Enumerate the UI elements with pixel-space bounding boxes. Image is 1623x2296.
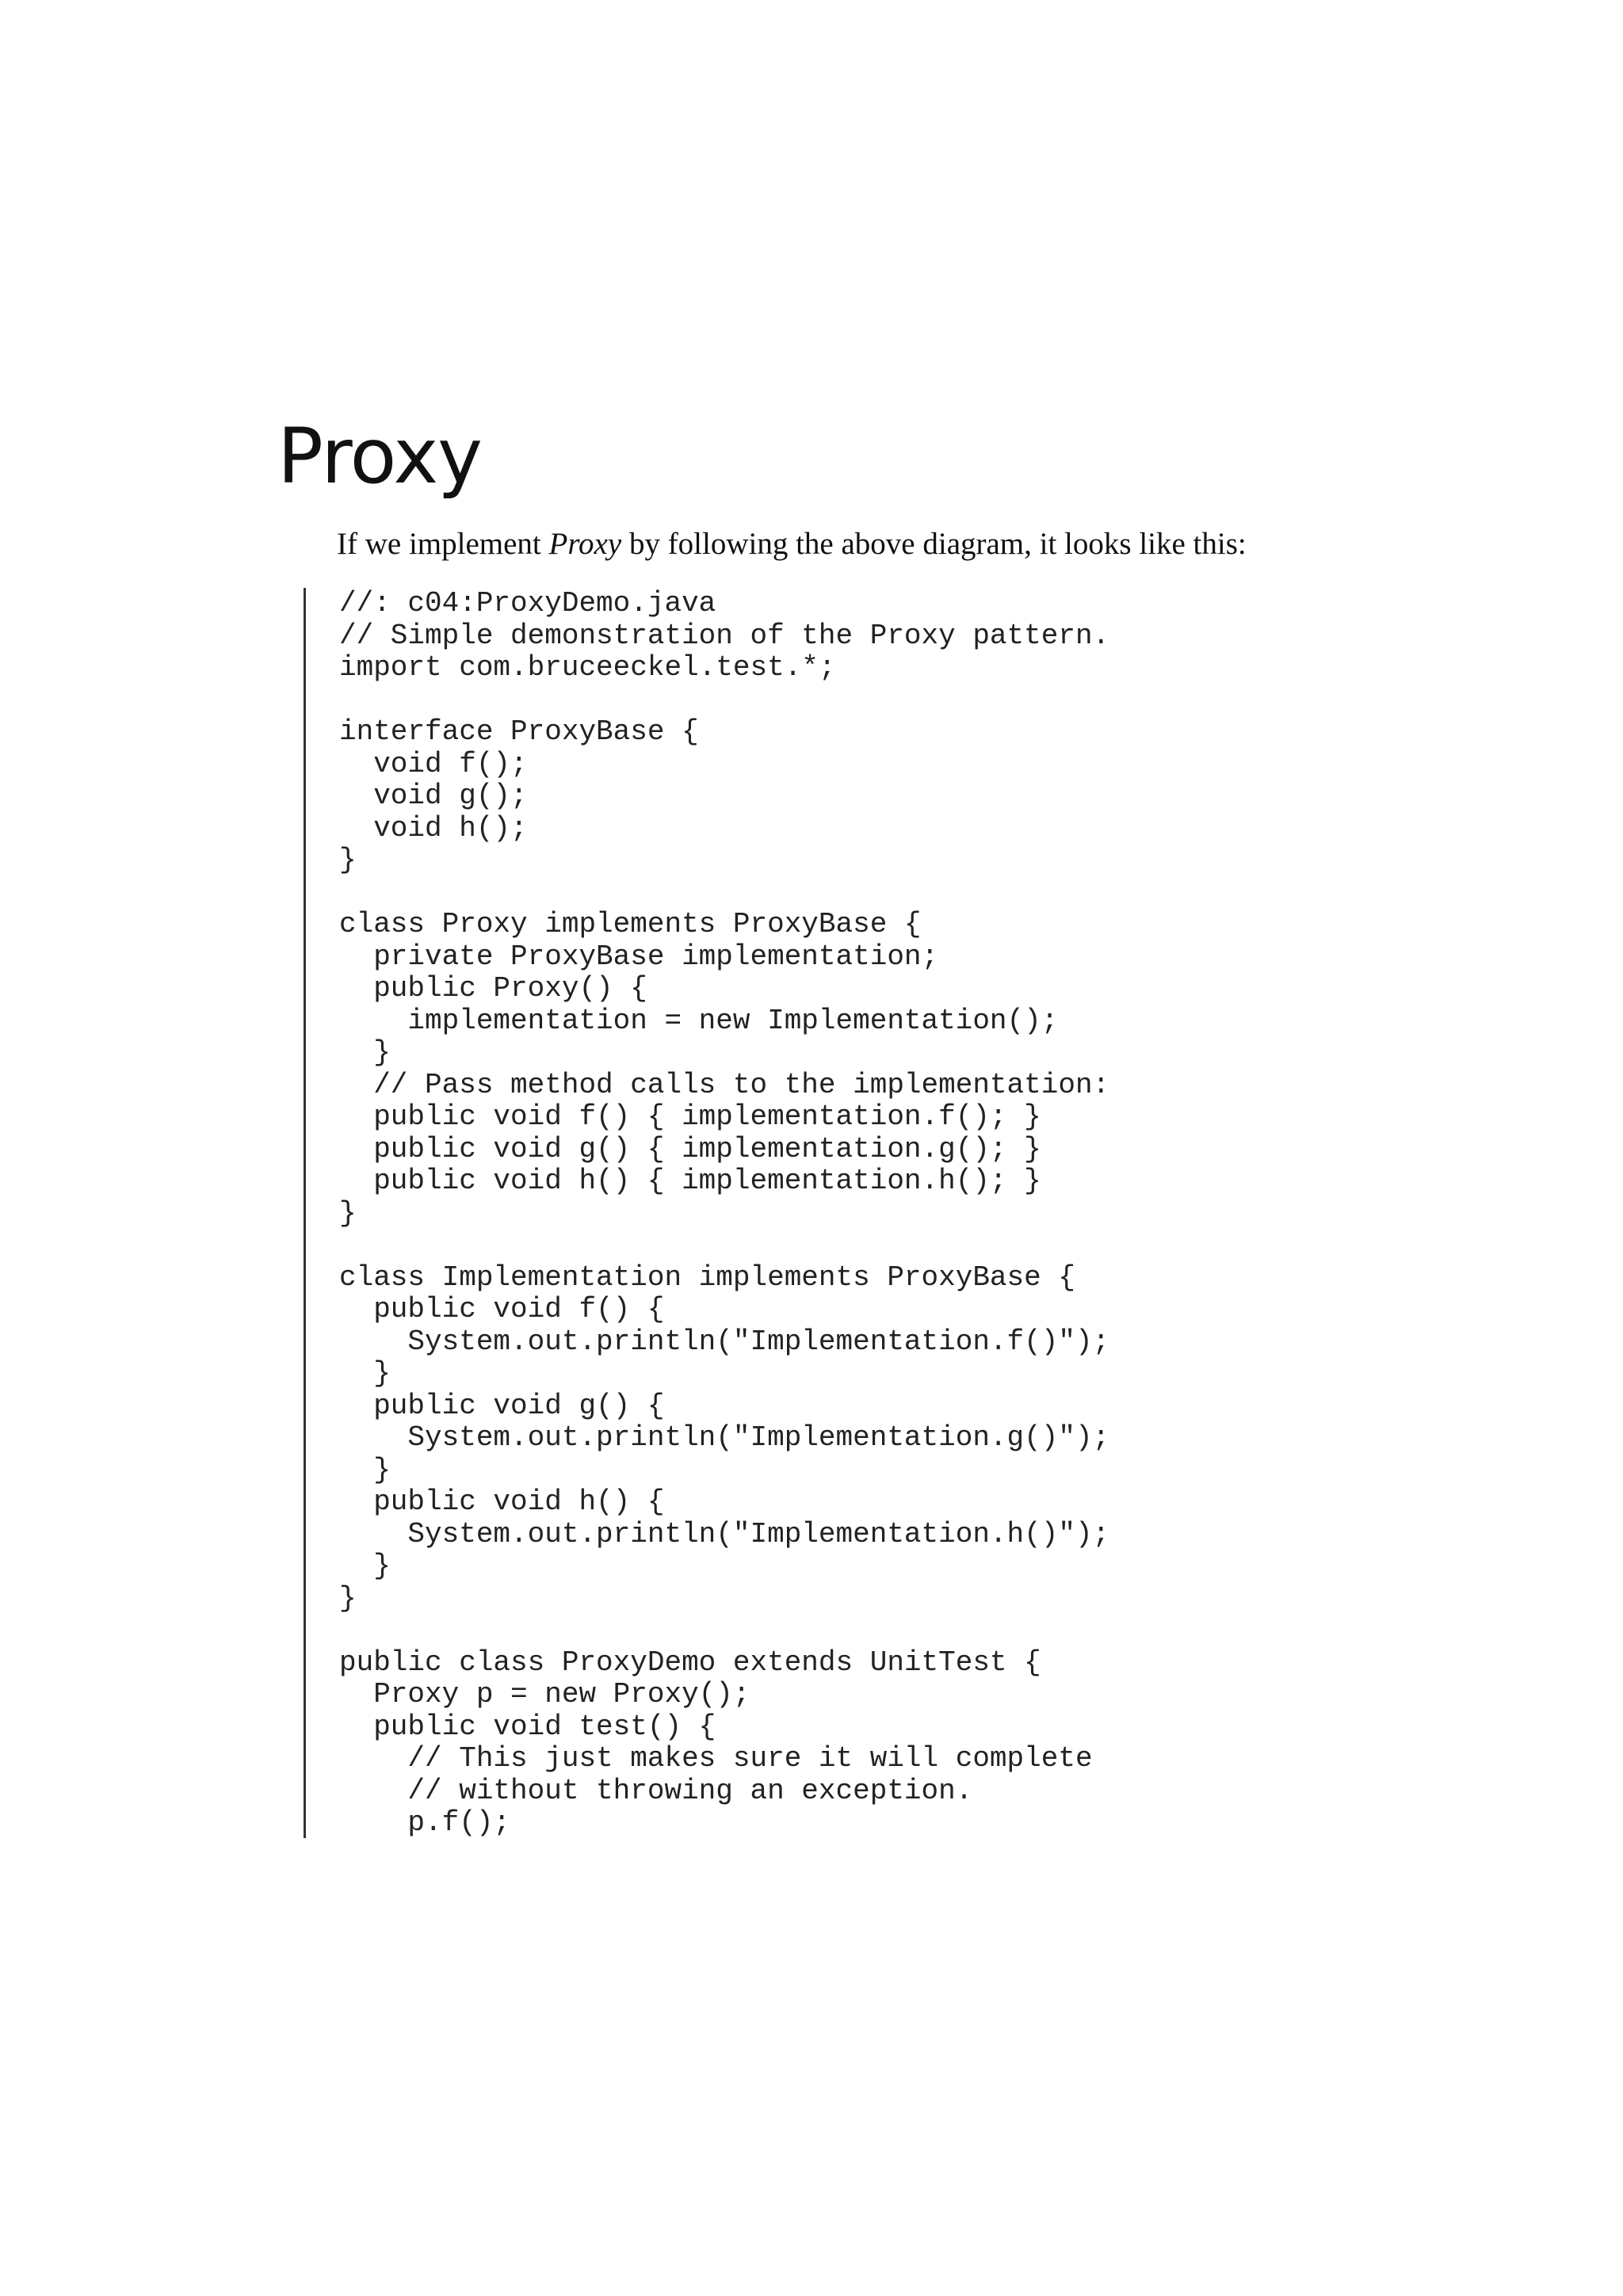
code-line: System.out.println("Implementation.h()"); bbox=[339, 1517, 1110, 1550]
code-line: } bbox=[339, 1036, 391, 1069]
code-line: public void g() { implementation.g(); } bbox=[339, 1132, 1041, 1165]
code-line: void h(); bbox=[339, 811, 528, 845]
code-line: } bbox=[339, 1581, 357, 1615]
code-line: public Proxy() { bbox=[339, 972, 647, 1005]
code-line: public void h() { implementation.h(); } bbox=[339, 1165, 1041, 1197]
code-line: // Simple demonstration of the Proxy pattern. bbox=[339, 619, 1110, 652]
code-line: public void test() { bbox=[339, 1710, 716, 1743]
section-heading: Proxy bbox=[277, 412, 482, 501]
code-line: } bbox=[339, 1196, 357, 1230]
code-line: } bbox=[339, 1357, 391, 1390]
code-lines bbox=[339, 588, 1109, 1840]
code-line: // Pass method calls to the implementation: bbox=[339, 1068, 1110, 1101]
code-line: } bbox=[339, 1550, 391, 1582]
code-line: private ProxyBase implementation; bbox=[339, 940, 939, 973]
intro-paragraph bbox=[337, 528, 1247, 562]
intro-text-after: by following the above diagram, it looks like this: bbox=[621, 527, 1247, 561]
code-line: //: c04:ProxyDemo.java bbox=[339, 587, 716, 620]
code-line bbox=[339, 877, 1109, 910]
code-line: public void g() { bbox=[339, 1389, 665, 1422]
code-line: public void h() { bbox=[339, 1486, 665, 1518]
code-line: System.out.println("Implementation.g()"); bbox=[339, 1421, 1110, 1454]
code-line: p.f(); bbox=[339, 1806, 511, 1839]
code-line: public void f() { bbox=[339, 1293, 665, 1325]
intro-text-before: If we implement bbox=[337, 527, 549, 561]
code-line bbox=[339, 1615, 1109, 1647]
intro-emphasis: Proxy bbox=[548, 527, 622, 561]
code-line: void g(); bbox=[339, 780, 528, 812]
code-line: } bbox=[339, 1453, 391, 1486]
code-line bbox=[339, 685, 1109, 717]
code-line: public class ProxyDemo extends UnitTest { bbox=[339, 1646, 1041, 1679]
code-line: interface ProxyBase { bbox=[339, 715, 699, 748]
code-line bbox=[339, 1230, 1109, 1262]
code-line: class Proxy implements ProxyBase { bbox=[339, 908, 922, 940]
code-listing bbox=[304, 588, 1178, 1838]
code-line: // without throwing an exception. bbox=[339, 1774, 973, 1807]
code-line: import com.bruceeckel.test.*; bbox=[339, 651, 836, 684]
code-line: Proxy p = new Proxy(); bbox=[339, 1678, 750, 1711]
code-line: implementation = new Implementation(); bbox=[339, 1004, 1059, 1037]
code-line: public void f() { implementation.f(); } bbox=[339, 1100, 1041, 1133]
code-line: System.out.println("Implementation.f()"); bbox=[339, 1325, 1110, 1358]
code-line: // This just makes sure it will complete bbox=[339, 1742, 1093, 1775]
code-line: void f(); bbox=[339, 747, 528, 780]
code-line: class Implementation implements ProxyBase { bbox=[339, 1261, 1075, 1294]
code-line: } bbox=[339, 844, 357, 876]
